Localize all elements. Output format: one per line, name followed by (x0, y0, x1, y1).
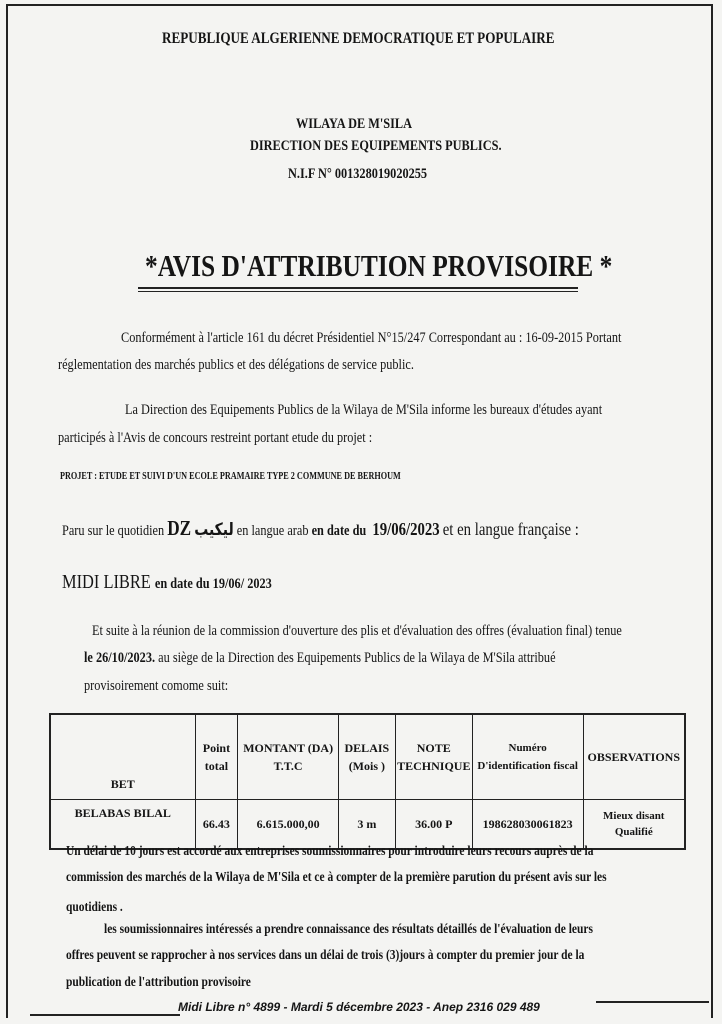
cell-montant: 6.615.000,00 (238, 800, 339, 850)
cell-point: 66.43 (195, 800, 238, 850)
header-note: NOTE TECHNIQUE (395, 714, 472, 800)
cell-note: 36.00 P (395, 800, 472, 850)
cell-numero: 198628030061823 (472, 800, 583, 850)
results-table (49, 713, 686, 850)
paru-middle: en langue arab (236, 523, 309, 539)
cell-bet: BELABAS BILAL (50, 800, 195, 850)
cell-delais: 3 m (338, 800, 395, 850)
document-border (6, 4, 713, 1018)
paru-date: 19/06/2023 (372, 519, 440, 539)
paragraph-legal-line-1: Conformément à l'article 161 du décret Présidentiel N°15/247 Correspondant au : 16-09-2015 Portant (121, 330, 622, 346)
paru-date-label: en date du (311, 523, 367, 539)
notice-line-4: les soumissionnaires intéressés a prendre connaissance des résultats détaillés de l'évaluation de leurs (104, 922, 593, 937)
table-row (50, 800, 685, 850)
nif-number: N.I.F N° 001328019020255 (288, 166, 428, 182)
notice-line-2: commission des marchés de la Wilaya de M'Sila et ce à compter de la première parution du présent avis sur les (66, 870, 607, 885)
title-underline (138, 287, 578, 289)
paru-arabic-title: ليكيب (194, 520, 234, 540)
publication-line (62, 516, 692, 541)
header-bet: BET (50, 714, 195, 800)
republic-heading: REPUBLIQUE ALGERIENNE DEMOCRATIQUE ET POPULAIRE (162, 30, 555, 47)
header-point: Point total (195, 714, 238, 800)
header-montant: MONTANT (DA) T.T.C (238, 714, 339, 800)
commission-date: le 26/10/2023. (84, 650, 156, 666)
midi-name: MIDI LIBRE (62, 571, 151, 593)
notice-line-3: quotidiens . (66, 900, 123, 915)
footer-rule-left (30, 1014, 180, 1016)
paragraph-commission-line-3: provisoirement comome suit: (84, 678, 229, 694)
midi-libre-line (62, 571, 318, 594)
header-numero: Numéro D'identification fiscal (472, 714, 583, 800)
midi-date: en date du 19/06/ 2023 (154, 576, 272, 592)
paragraph-legal-line-2: réglementation des marchés publics et des délégations de service public. (58, 357, 414, 373)
paragraph-direction-line-2: participés à l'Avis de concours restreint portant etude du projet : (58, 430, 373, 446)
paru-suffix: et en langue française : (442, 519, 579, 539)
header-observations: OBSERVATIONS (583, 714, 685, 800)
notice-line-1: Un délai de 10 jours est accordé aux entreprises soumissionnaires pour introduire leurs recours auprès de la (66, 844, 594, 859)
paragraph-direction-line-1: La Direction des Equipements Publics de la Wilaya de M'Sila informe les bureaux d'études ayant (125, 402, 603, 418)
direction-heading: DIRECTION DES EQUIPEMENTS PUBLICS. (250, 138, 502, 154)
wilaya-heading: WILAYA DE M'SILA (296, 116, 412, 132)
notice-line-6: publication de l'attribution provisoire (66, 975, 251, 990)
table-header-row (50, 714, 685, 800)
notice-line-5: offres peuvent se rapprocher à nos services dans un délai de trois (3)jours à compter du premier jour de la (66, 948, 585, 963)
footer-rule-right (596, 1001, 709, 1003)
paragraph-commission-line-1: Et suite à la réunion de la commission d'ouverture des plis et d'évaluation des offres (évaluation final) tenue (92, 623, 622, 639)
title-underline-thin (138, 291, 578, 292)
page-title: *AVIS D'ATTRIBUTION PROVISOIRE * (145, 248, 613, 283)
project-line: PROJET : ETUDE ET SUIVI D'UN ECOLE PRAMAIRE TYPE 2 COMMUNE DE BERHOUM (60, 471, 401, 482)
paragraph-commission-line-2 (84, 650, 659, 667)
paru-dz: DZ (167, 516, 192, 540)
paru-prefix: Paru sur le quotidien (62, 523, 165, 539)
cell-observations: Mieux disant Qualifié (583, 800, 685, 850)
header-delais: DELAIS (Mois ) (338, 714, 395, 800)
footer-publication-ref: Midi Libre n° 4899 - Mardi 5 décembre 2023 - Anep 2316 029 489 (178, 1000, 540, 1014)
commission-text: au siège de la Direction des Equipements Publics de la Wilaya de M'Sila attribué (158, 650, 556, 666)
